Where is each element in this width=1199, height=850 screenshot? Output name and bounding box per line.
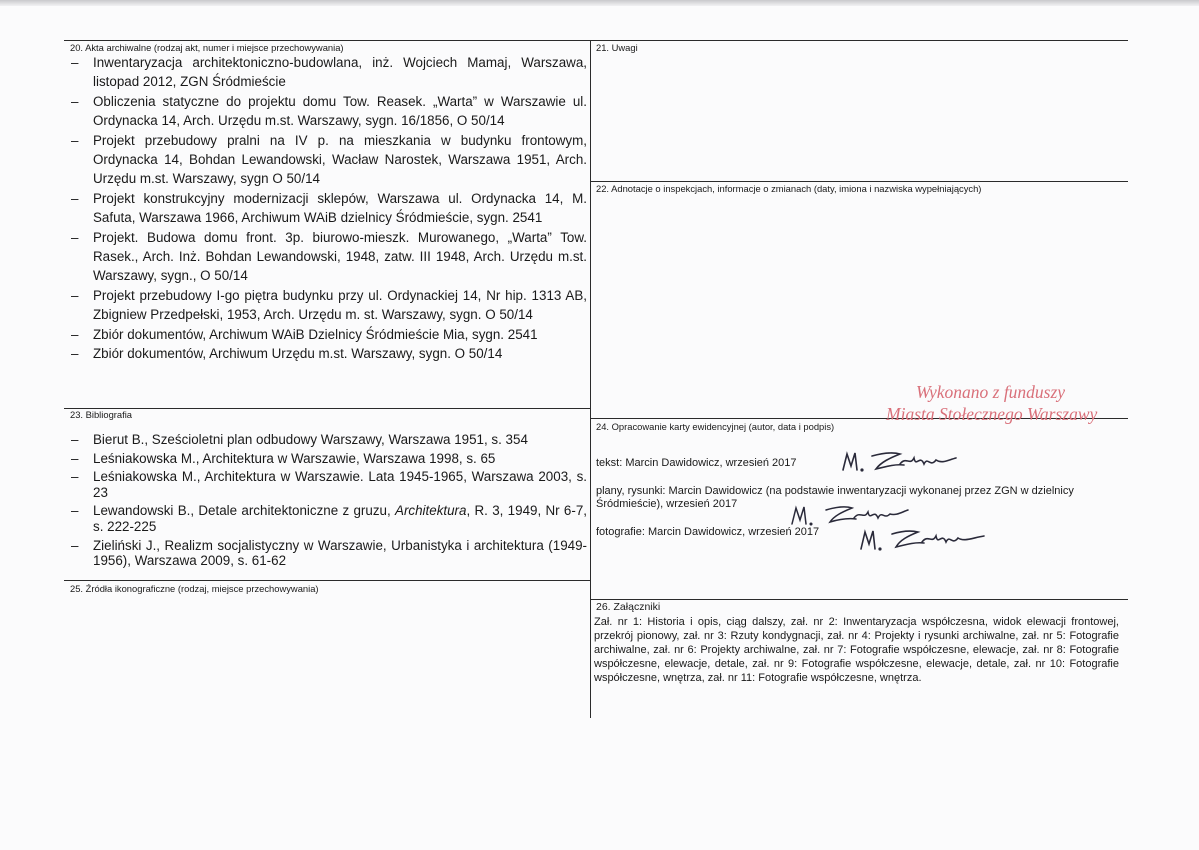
scan-top-edge (0, 0, 1199, 6)
list-item: – Projekt konstrukcyjny modernizacji sklepów, Warszawa ul. Ordynacka 14, M. Safuta, Warszawa 1966, Archiwum WAiB dzielnicy Śródmieście, sygn. 2541 (71, 190, 587, 226)
list-item: – Projekt przebudowy pralni na IV p. na mieszkania w budynku frontowym, Ordynacka 14, Bohdan Lewandowski, Wacław Narostek, Warszawa 1951, Arch. Urzędu m.st. Warszawy, sygn O 50/14 (71, 132, 587, 187)
funding-stamp-line2: Miasta Stołecznego Warszawy (886, 404, 1098, 424)
rule-left-25 (64, 580, 591, 581)
list-item: – Projekt. Budowa domu front. 3p. biurowo-mieszk. Murowanego, „Warta” Tow. Rasek., Arch. Inż. Bohdan Lewandowski, 1948, zatw. III 1948, Arch. Urzędu m.st. Warszawy, sygn., O 50/14 (71, 229, 587, 284)
author-text-line: tekst: Marcin Dawidowicz, wrzesień 2017 (596, 457, 797, 469)
signature-3 (856, 522, 990, 554)
list-item: – Projekt przebudowy I-go piętra budynku przy ul. Ordynackiej 14, Nr hip. 1313 AB, Zbigniew Przedpełski, 1953, Arch. Urzędu m. st. Warszawy, sygn. O 50/14 (71, 287, 587, 323)
section-26-heading: 26. Załączniki (596, 601, 661, 613)
list-item: – Lewandowski B., Detale architektoniczne z gruzu, Architektura, R. 3, 1949, Nr 6-7, s. 222-225 (71, 503, 588, 534)
signature-1 (838, 446, 963, 476)
section-21-heading: 21. Uwagi (596, 42, 638, 53)
rule-left-23 (64, 408, 591, 409)
list-item: – Zieliński J., Realizm socjalistyczny w Warszawie, Urbanistyka i architektura (1949-1956), Warszawa 2009, s. 61-62 (71, 537, 587, 569)
list-item: – Leśniakowska M., Architektura w Warszawie. Lata 1945-1965, Warszawa 2003, s. 23 (71, 469, 587, 500)
author-plans-line: plany, rysunki: Marcin Dawidowicz (na podstawie inwentaryzacji wykonanej przez ZGN w dzielnicy Śródmieście), wrzesień 2017 (596, 485, 1074, 510)
archival-records-list (71, 53, 587, 364)
rule-right-22 (590, 181, 1128, 182)
section-24-heading: 24. Opracowanie karty ewidencyjnej (autor, data i podpis) (596, 421, 835, 432)
list-item: – Bierut B., Sześcioletni plan odbudowy Warszawy, Warszawa 1951, s. 354 (71, 432, 528, 447)
author-photos-line: fotografie: Marcin Dawidowicz, wrzesień 2017 (596, 526, 820, 538)
section-22-heading: 22. Adnotacje o inspekcjach, informacje o zmianach (daty, imiona i nazwiska wypełniających) (596, 183, 982, 194)
list-item: – Leśniakowska M., Architektura w Warszawie, Warszawa 1998, s. 65 (71, 450, 496, 466)
section-20-heading: 20. Akta archiwalne (rodzaj akt, numer i miejsce przechowywania) (70, 42, 344, 53)
section-25-heading: 25. Źródła ikonograficzne (rodzaj, miejsce przechowywania) (70, 583, 319, 594)
list-item: – Inwentaryzacja architektoniczno-budowlana, inż. Wojciech Mamaj, Warszawa, listopad 2012, ZGN Śródmieście (71, 55, 587, 90)
funding-stamp-line1: Wykonano z funduszy (916, 382, 1066, 402)
list-item: – Obliczenia statyczne do projektu domu Tow. Reasek. „Warta” w Warszawie ul. Ordynacka 14, Arch. Urzędu m.st. Warszawy, sygn. 16/1856, O 50/14 (71, 93, 587, 129)
rule-right-26 (590, 599, 1128, 600)
section-23-heading: 23. Bibliografia (70, 409, 133, 420)
attachments-text: Zał. nr 1: Historia i opis, ciąg dalszy, zał. nr 2: Inwentaryzacja współczesna, widok elewacji frontowej, przekrój pionowy, zał. nr 3: Rzuty kondygnacji, zał. nr 4: Projekty i rysunki archiwalne, zał. nr 5: Fotografie archiwalne, zał. nr 6: Projekty archiwalne, zał. nr 7: Fotografie współczesne, elewacje, zał. nr 8: Fotografie współczesne, elewacje, detale, zał. nr 9: Fotografie współczesne, elewacje, detale, zał. nr 10: Fotografie współczesne, wnętrza, zał. nr 11: Fotografie współczesne, wnętrza. (594, 616, 1119, 684)
list-item: – Zbiór dokumentów, Archiwum WAiB Dzielnicy Śródmieście Mia, sygn. 2541 (71, 326, 538, 342)
bibliography-list (71, 432, 587, 572)
vertical-divider (590, 40, 591, 718)
list-item: – Zbiór dokumentów, Archiwum Urzędu m.st. Warszawy, sygn. O 50/14 (71, 346, 503, 362)
